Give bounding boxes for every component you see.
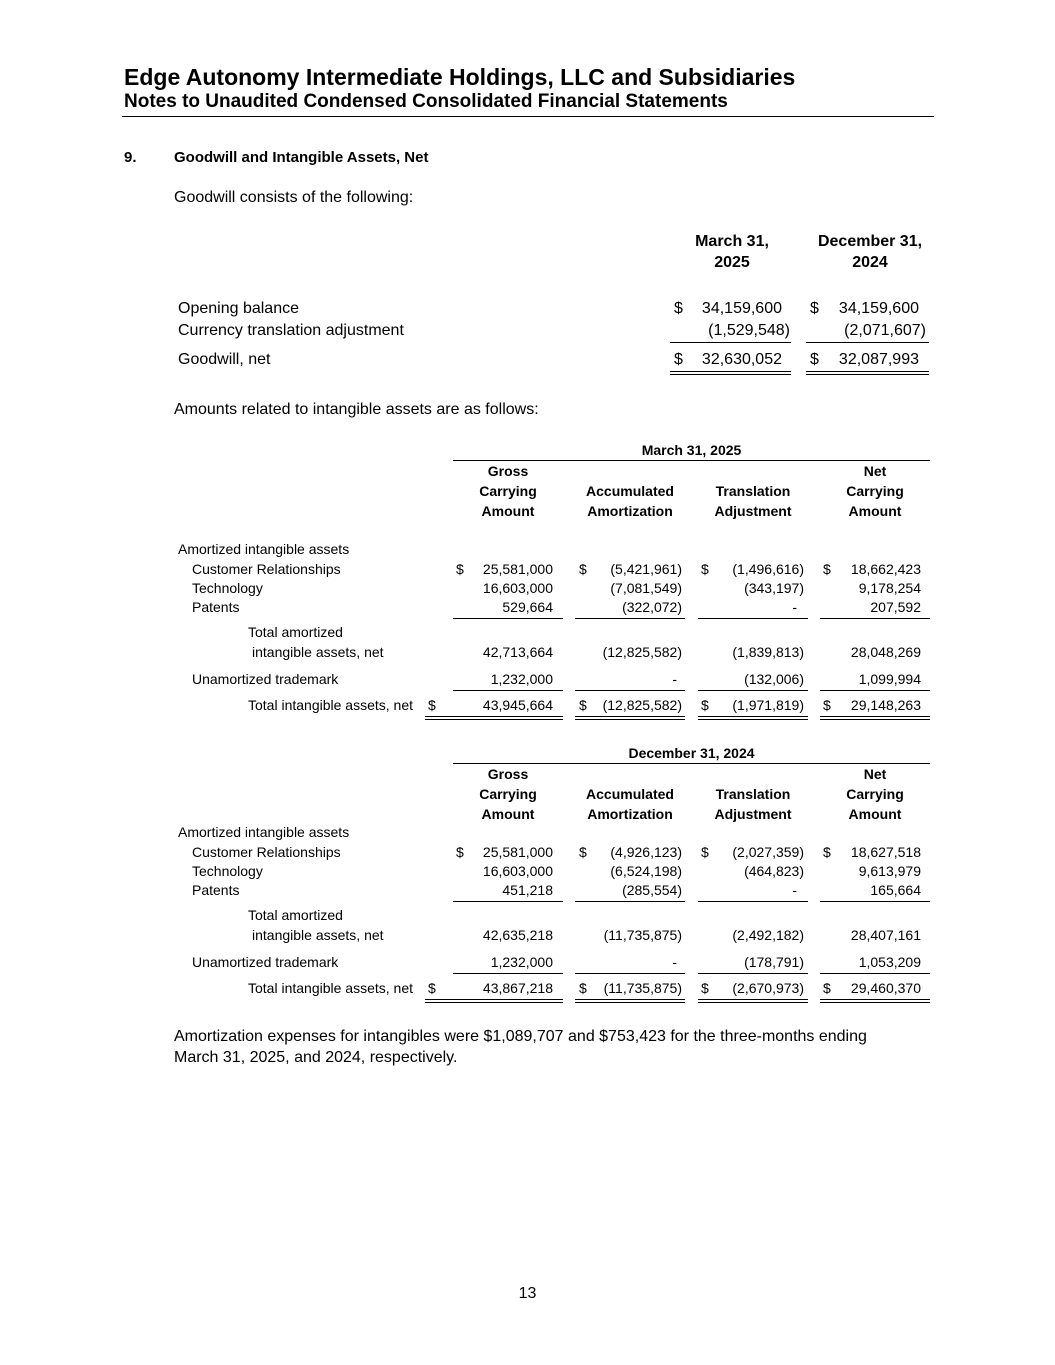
col-header-trans: [698, 481, 808, 521]
goodwill-col2-header: [808, 233, 932, 272]
report-subtitle: Notes to Unaudited Condensed Consolidated Financial Statements: [124, 91, 728, 112]
currency-symbol: $: [579, 697, 587, 713]
subtotal-rule: [698, 973, 808, 974]
total-intangibles-label: Total intangible assets, net: [248, 697, 413, 713]
goodwill-value: 34,159,600: [838, 300, 919, 317]
cell-net: 165,664: [870, 882, 921, 898]
cell-trans: -: [792, 599, 797, 615]
cell-accum: (322,072): [622, 599, 682, 615]
cell-accum: (12,825,582): [602, 644, 682, 660]
group-label: Amortized intangible assets: [178, 824, 350, 840]
group-label: Amortized intangible assets: [178, 541, 350, 557]
cell-gross: 529,664: [502, 599, 553, 615]
cell-net: 207,592: [870, 599, 921, 615]
currency-symbol: $: [428, 697, 436, 713]
cell-trans: (1,496,616): [732, 561, 804, 577]
col-header-line: Amount: [481, 503, 535, 519]
report-title: Edge Autonomy Intermediate Holdings, LLC and Subsidiaries: [124, 64, 796, 90]
col-header-line: Gross: [487, 766, 529, 782]
total-double-rule: [575, 716, 685, 720]
subtotal-rule: [575, 690, 685, 691]
subtotal-rule: [820, 901, 930, 902]
subtotal-rule: [820, 973, 930, 974]
header-rule: [122, 116, 934, 117]
cell-accum: (6,524,198): [610, 863, 682, 879]
currency-symbol: $: [701, 980, 709, 996]
cell-gross: 25,581,000: [482, 844, 553, 860]
cell-net: 18,662,423: [850, 561, 921, 577]
total-amortized-label: Total amortized: [248, 907, 343, 923]
cell-accum: (285,554): [622, 882, 682, 898]
cell-net: 28,048,269: [850, 644, 921, 660]
goodwill-col1-line1: March 31,: [695, 233, 769, 250]
col-header-line: Adjustment: [714, 503, 792, 519]
col-header-line: Adjustment: [714, 806, 792, 822]
currency-symbol: $: [701, 697, 709, 713]
col-header-line: Amortization: [587, 503, 673, 519]
total-double-rule: [575, 999, 685, 1003]
currency-symbol: $: [823, 844, 831, 860]
subtotal-rule: [453, 901, 563, 902]
cell-gross: 25,581,000: [482, 561, 553, 577]
col-header-line: Translation: [715, 786, 791, 802]
col-header-accum: [575, 784, 685, 824]
currency-symbol: $: [701, 561, 709, 577]
table-row-label: Customer Relationships: [192, 844, 341, 860]
subtotal-rule: [698, 618, 808, 619]
cell-trans: (1,971,819): [732, 697, 804, 713]
cell-trans: (132,006): [744, 671, 804, 687]
cell-accum: -: [672, 954, 677, 970]
col-header-line: Amount: [481, 806, 535, 822]
table-row-label: Patents: [192, 882, 240, 898]
total-double-rule: [670, 371, 791, 375]
amortization-note-line2: March 31, 2025, and 2024, respectively.: [174, 1049, 458, 1066]
total-double-rule: [806, 371, 929, 375]
col-header-line: Carrying: [846, 483, 904, 499]
cell-trans: (2,027,359): [732, 844, 804, 860]
table-row-label: Technology: [192, 580, 263, 596]
goodwill-value: 34,159,600: [701, 300, 782, 317]
cell-gross: 42,713,664: [482, 644, 553, 660]
goodwill-col1-header: [672, 233, 792, 272]
goodwill-value: 32,087,993: [838, 351, 919, 368]
cell-net: 29,460,370: [850, 980, 921, 996]
goodwill-row-label: Goodwill, net: [178, 351, 271, 368]
cell-net: 9,613,979: [858, 863, 921, 879]
col-header-line: Carrying: [846, 786, 904, 802]
cell-net: 29,148,263: [850, 697, 921, 713]
cell-accum: (11,735,875): [603, 927, 682, 943]
cell-accum: (12,825,582): [602, 697, 682, 713]
cell-gross: 16,603,000: [482, 580, 553, 596]
currency-symbol: $: [674, 300, 683, 317]
subtotal-rule: [453, 690, 563, 691]
table-row-label: Patents: [192, 599, 240, 615]
col-header-net: [820, 764, 930, 824]
currency-symbol: $: [456, 561, 464, 577]
col-header-line: Net: [863, 463, 887, 479]
total-double-rule: [698, 716, 808, 720]
cell-accum: (5,421,961): [610, 561, 682, 577]
total-intangibles-label: Total intangible assets, net: [248, 980, 413, 996]
cell-trans: (2,670,973): [732, 980, 804, 996]
goodwill-value: (2,071,607): [844, 322, 926, 339]
total-double-rule: [820, 999, 930, 1003]
goodwill-row-label: Opening balance: [178, 300, 299, 317]
currency-symbol: $: [701, 844, 709, 860]
subtotal-rule: [575, 973, 685, 974]
unamortized-label: Unamortized trademark: [192, 954, 339, 970]
section-title: Goodwill and Intangible Assets, Net: [174, 149, 429, 166]
col-header-line: Net: [863, 766, 887, 782]
currency-symbol: $: [579, 561, 587, 577]
subtotal-rule: [698, 901, 808, 902]
cell-gross: 43,945,664: [482, 697, 553, 713]
total-double-rule: [425, 716, 563, 720]
currency-symbol: $: [428, 980, 436, 996]
cell-gross: 1,232,000: [490, 671, 553, 687]
cell-net: 9,178,254: [858, 580, 921, 596]
currency-symbol: $: [823, 980, 831, 996]
col-header-line: Accumulated: [586, 786, 674, 802]
col-header-line: Accumulated: [586, 483, 674, 499]
intangibles-intro: Amounts related to intangible assets are as follows:: [174, 401, 539, 418]
period-header-2025: March 31, 2025: [641, 442, 742, 458]
total-double-rule: [425, 999, 563, 1003]
table-row-label: Customer Relationships: [192, 561, 341, 577]
currency-symbol: $: [674, 351, 683, 368]
subtotal-rule: [670, 342, 791, 343]
total-double-rule: [698, 999, 808, 1003]
cell-trans: (464,823): [744, 863, 804, 879]
col-header-line: Carrying: [479, 786, 537, 802]
cell-gross: 43,867,218: [482, 980, 553, 996]
col-header-line: Amortization: [587, 806, 673, 822]
cell-accum: (7,081,549): [610, 580, 682, 596]
cell-gross: 451,218: [502, 882, 553, 898]
col-header-line: Amount: [848, 503, 902, 519]
currency-symbol: $: [810, 300, 819, 317]
currency-symbol: $: [823, 697, 831, 713]
subtotal-rule: [575, 618, 685, 619]
total-double-rule: [820, 716, 930, 720]
subtotal-rule: [453, 618, 563, 619]
section-number: 9.: [124, 149, 137, 166]
cell-trans: (1,839,813): [732, 644, 804, 660]
subtotal-rule: [453, 973, 563, 974]
total-amortized-label: intangible assets, net: [252, 927, 384, 943]
subtotal-rule: [820, 690, 930, 691]
col-header-line: Amount: [848, 806, 902, 822]
subtotal-rule: [806, 342, 929, 343]
col-header-trans: [698, 784, 808, 824]
col-header-gross: [453, 461, 563, 521]
col-header-accum: [575, 481, 685, 521]
table-row-label: Technology: [192, 863, 263, 879]
cell-gross: 42,635,218: [482, 927, 553, 943]
col-header-net: [820, 461, 930, 521]
goodwill-col2-line1: December 31,: [817, 233, 923, 250]
amortization-note-line1: Amortization expenses for intangibles were $1,089,707 and $753,423 for the three-months ending: [174, 1028, 867, 1045]
cell-gross: 16,603,000: [482, 863, 553, 879]
goodwill-row-label: Currency translation adjustment: [178, 322, 404, 339]
subtotal-rule: [575, 901, 685, 902]
cell-net: 18,627,518: [850, 844, 921, 860]
col-header-gross: [453, 764, 563, 824]
total-amortized-label: Total amortized: [248, 624, 343, 640]
cell-trans: (2,492,182): [732, 927, 804, 943]
cell-trans: (178,791): [744, 954, 804, 970]
goodwill-intro: Goodwill consists of the following:: [174, 189, 414, 206]
goodwill-col2-line2: 2024: [852, 254, 888, 271]
currency-symbol: $: [579, 844, 587, 860]
page-number: 13: [518, 1285, 537, 1302]
col-header-line: Translation: [715, 483, 791, 499]
cell-net: 1,053,209: [858, 954, 921, 970]
subtotal-rule: [698, 690, 808, 691]
subtotal-rule: [820, 618, 930, 619]
cell-trans: -: [792, 882, 797, 898]
cell-accum: (4,926,123): [610, 844, 682, 860]
cell-gross: 1,232,000: [490, 954, 553, 970]
currency-symbol: $: [810, 351, 819, 368]
total-amortized-label: intangible assets, net: [252, 644, 384, 660]
goodwill-col1-line2: 2025: [714, 254, 750, 271]
goodwill-value: 32,630,052: [701, 351, 782, 368]
cell-net: 1,099,994: [858, 671, 921, 687]
period-header-2024: December 31, 2024: [628, 745, 755, 761]
cell-accum: -: [672, 671, 677, 687]
cell-trans: (343,197): [744, 580, 804, 596]
cell-accum: (11,735,875): [603, 980, 682, 996]
unamortized-label: Unamortized trademark: [192, 671, 339, 687]
col-header-line: Gross: [487, 463, 529, 479]
goodwill-value: (1,529,548): [708, 322, 790, 339]
currency-symbol: $: [456, 844, 464, 860]
col-header-line: Carrying: [479, 483, 537, 499]
cell-net: 28,407,161: [850, 927, 921, 943]
currency-symbol: $: [579, 980, 587, 996]
currency-symbol: $: [823, 561, 831, 577]
